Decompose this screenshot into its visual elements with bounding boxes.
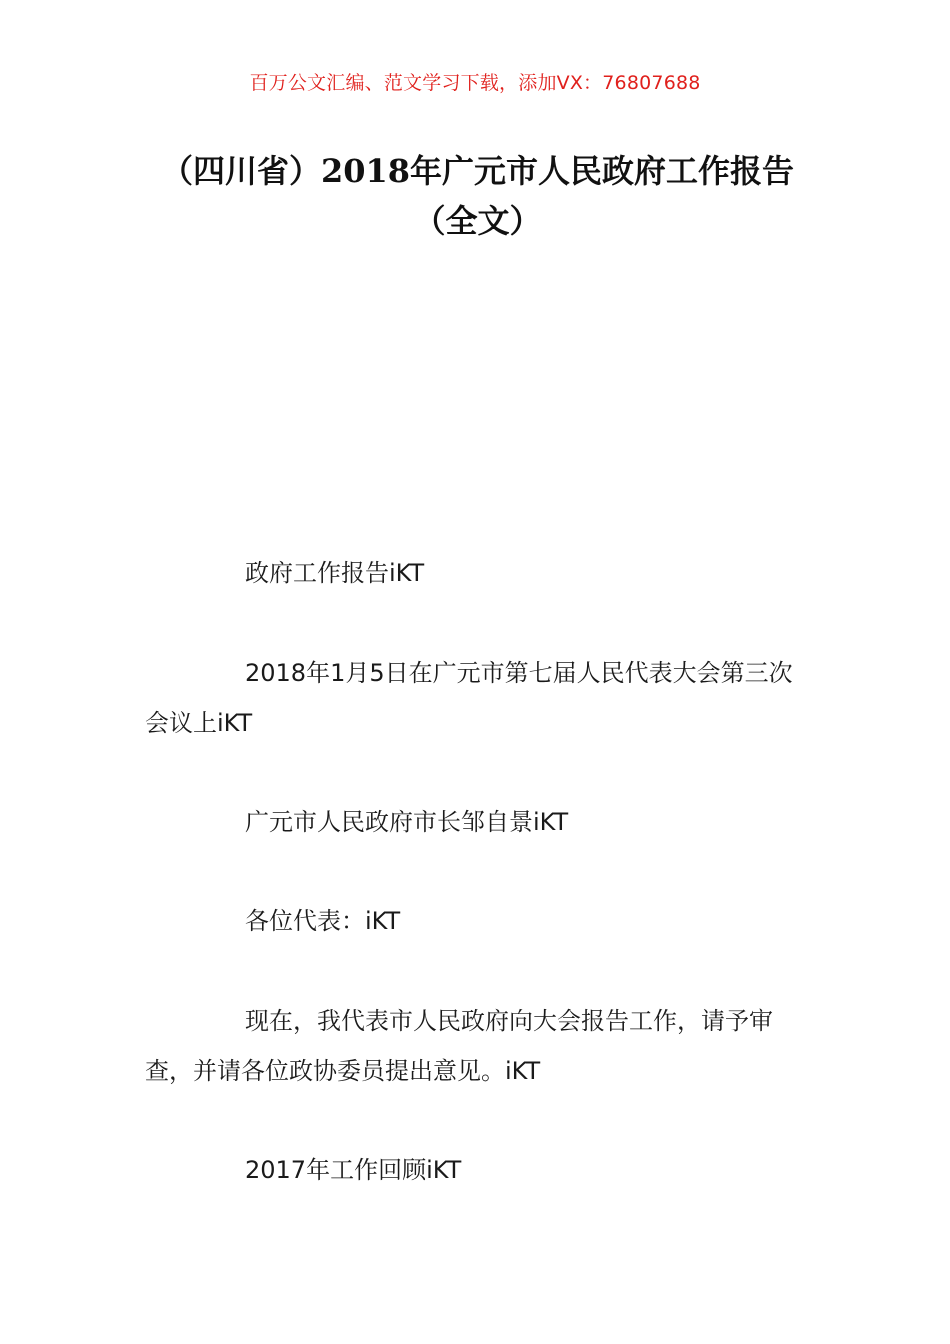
paragraph-text: 各位代表：iKT	[245, 907, 401, 935]
paragraph	[145, 648, 810, 748]
paragraph	[145, 797, 810, 847]
paragraph	[145, 996, 810, 1096]
paragraph	[145, 896, 810, 946]
paragraph	[145, 548, 810, 598]
document-title: （四川省）2018年广元市人民政府工作报告（全文）	[160, 152, 795, 240]
paragraph-text: 2018年1月5日在广元市第七届人民代表大会第三次会议上iKT	[145, 659, 793, 737]
paragraph-text: 广元市人民政府市长邹自景iKT	[245, 808, 569, 836]
paragraph-text: 2017年工作回顾iKT	[245, 1156, 462, 1184]
paragraph-text: 现在，我代表市人民政府向大会报告工作，请予审查，并请各位政协委员提出意见。iKT	[145, 1007, 773, 1085]
paragraph	[145, 1145, 810, 1195]
header-watermark-note: 百万公文汇编、范文学习下载，添加VX：76807688	[249, 72, 701, 94]
paragraph-text: 政府工作报告iKT	[245, 559, 425, 587]
